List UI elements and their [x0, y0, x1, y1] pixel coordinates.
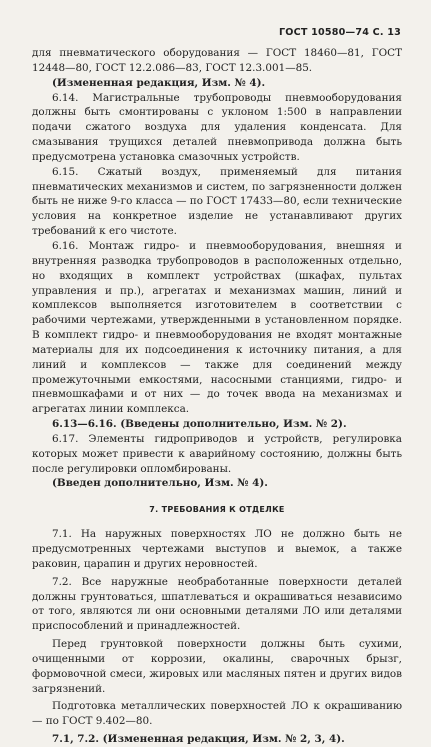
page-header: ГОСТ 10580—74 С. 13	[278, 27, 401, 38]
clause-6-14: 6.14. Магистральные трубопроводы пневмооборудования должны быть смонтированы с уклоном 1:500 в направлении подачи сжатого воздуха для удаления конденсата. Для смазывания трущихся деталей пневмопривода должна быть предусмотрена установка смазочных устройств.	[32, 91, 402, 163]
paragraph-gost-reference: Подготовка металлических поверхностей ЛО к окрашиванию — по ГОСТ 9.402—80.	[32, 700, 402, 728]
paragraph-surface-prep: Перед грунтовкой поверхности должны быть сухими, очищенными от коррозии, окалины, сварочных брызг, формовочной смеси, жировых или масляных пятен и других видов загрязнений.	[32, 638, 402, 695]
clause-6-17: 6.17. Элементы гидроприводов и устройств, регулировка которых может привести к аварийному состоянию, должны быть после регулировки опломбированы.	[32, 432, 402, 475]
amendment-note: 6.13—6.16. (Введены дополнительно, Изм. № 2).	[52, 418, 347, 431]
document-body	[32, 46, 402, 747]
clause-7-2: 7.2. Все наружные необработанные поверхности деталей должны грунтоваться, шпатлеваться и окрашиваться независимо от того, являются ли они основными деталями ЛО или деталями приспособлений и принадлежностей.	[32, 575, 402, 633]
amendment-note: (Введен дополнительно, Изм. № 4).	[52, 477, 268, 490]
clause-6-16: 6.16. Монтаж гидро- и пневмооборудования, внешняя и внутренняя разводка трубопроводов в расположенных отдельно, но входящих в комплект устройствах (шкафах, пультах управления и пр.), агрегатах и механизмах машин, линий и комплексов выполняется изготовителем в соответствии с рабочими чертежами, утвержденными в установленном порядке. В комплект гидро- и пневмооборудования не входят монтажные материалы для их подсоединения к источнику питания, а для линий и комплексов — также для соединений между промежуточными емкостями, насосными станциями, гидро- и пневмошкафами и от них — до точек ввода на механизмах и агрегатах линии комплекса.	[32, 239, 402, 416]
section-title: 7. ТРЕБОВАНИЯ К ОТДЕЛКЕ	[149, 505, 285, 515]
amendment-note: 7.1, 7.2. (Измененная редакция, Изм. № 2, 3, 4).	[52, 733, 345, 746]
amendment-note: (Измененная редакция, Изм. № 4).	[52, 76, 266, 89]
clause-7-1: 7.1. На наружных поверхностях ЛО не должно быть не предусмотренных чертежами выступов и выемок, а также раковин, царапин и других неровностей.	[32, 528, 402, 570]
paragraph-continuation: для пневматического оборудования — ГОСТ 18460—81, ГОСТ 12448—80, ГОСТ 12.2.086—83, ГОСТ 12.3.001—85.	[32, 47, 402, 74]
clause-6-15: 6.15. Сжатый воздух, применяемый для питания пневматических механизмов и систем, по загрязненности должен быть не ниже 9-го класса — по ГОСТ 17433—80, если технические условия на конкретное изделие не устанавливают других требований к его чистоте.	[32, 165, 402, 238]
